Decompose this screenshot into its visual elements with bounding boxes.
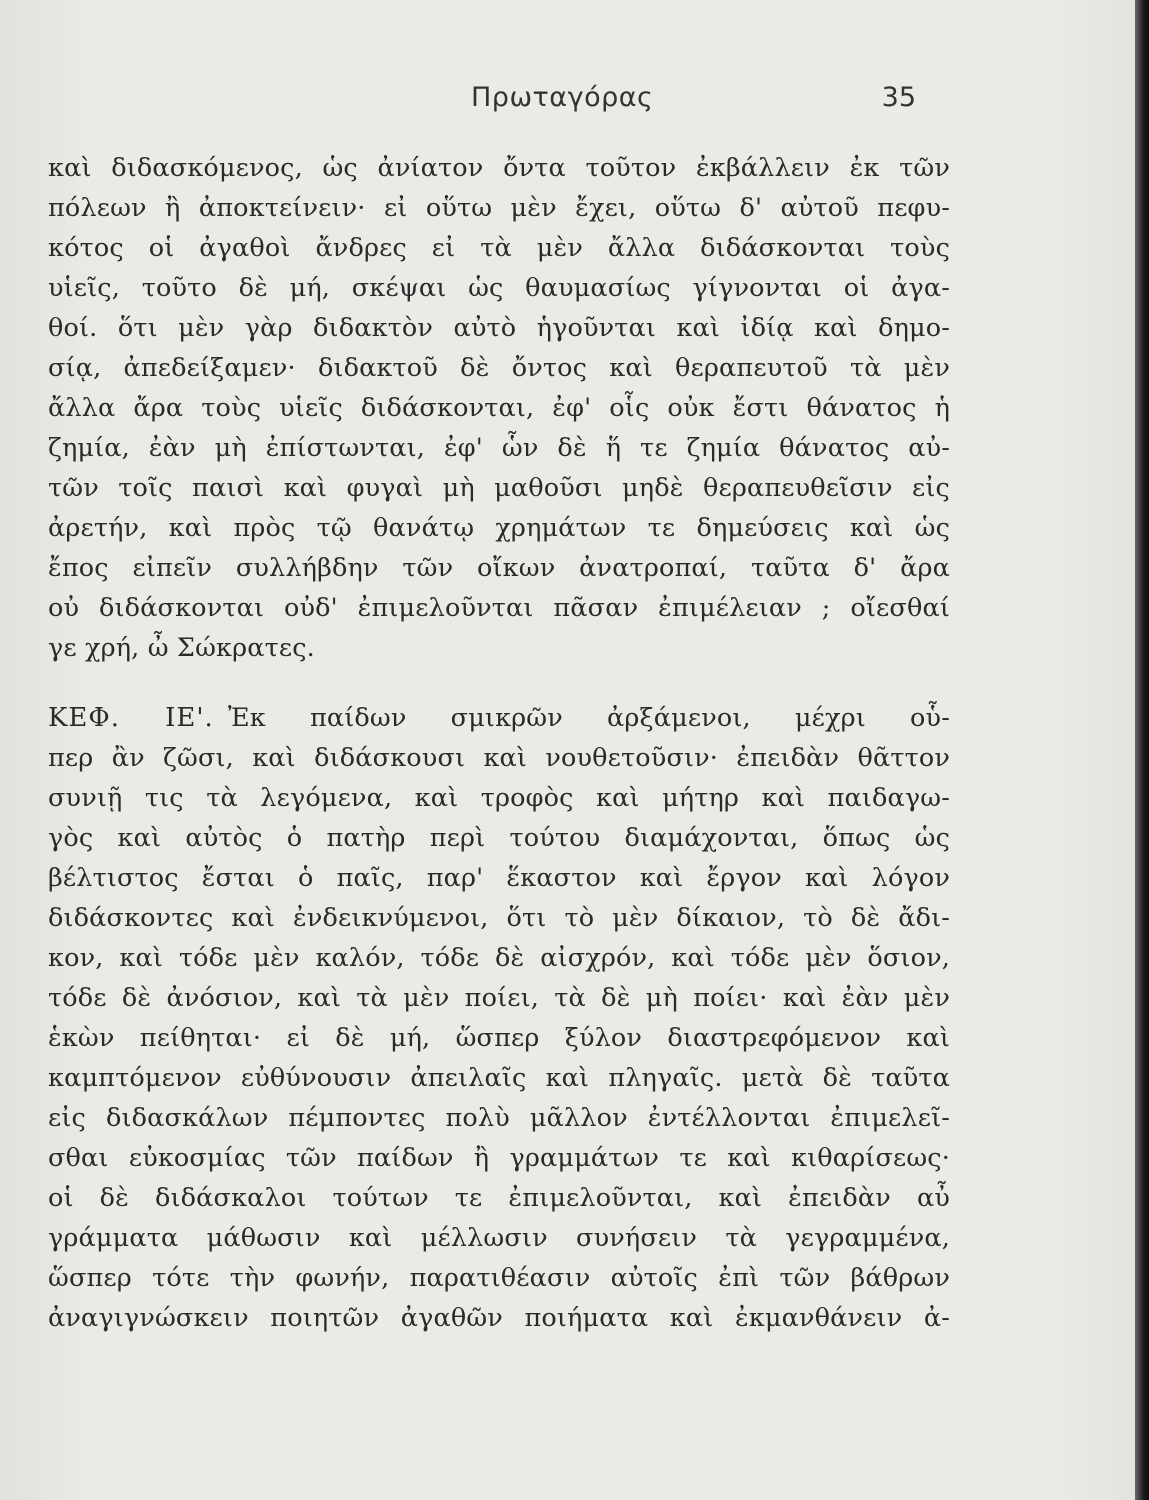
text-line: οἱ δὲ διδάσκαλοι τούτων τε ἐπιμελοῦνται, καὶ ἐπειδὰν αὖ — [48, 1183, 950, 1213]
page-edge-shadow — [1135, 0, 1149, 1500]
text-line: γὸς καὶ αὐτὸς ὁ πατὴρ περὶ τούτου διαμάχονται, ὅπως ὡς — [48, 823, 950, 853]
paragraph-2 — [48, 698, 950, 1338]
page-number: 35 — [881, 82, 916, 113]
text-line: διδάσκοντες καὶ ἐνδεικνύμενοι, ὅτι τὸ μὲν δίκαιον, τὸ δὲ ἄδι- — [48, 903, 950, 933]
text-line: ὥσπερ τότε τὴν φωνήν, παρατιθέασιν αὐτοῖς ἐπὶ τῶν βάθρων — [48, 1263, 950, 1293]
text-line: ἑκὼν πείθηται· εἰ δὲ μή, ὥσπερ ξύλον διαστρεφόμενον καὶ — [48, 1023, 950, 1053]
chapter-first-line — [48, 698, 950, 738]
text-line: γράμματα μάθωσιν καὶ μέλλωσιν συνήσειν τὰ γεγραμμένα, — [48, 1223, 950, 1253]
text-line: οὐ διδάσκονται οὐδ' ἐπιμελοῦνται πᾶσαν ἐπιμέλειαν ; οἴεσθαί — [48, 593, 950, 623]
text-line: ζημία, ἐὰν μὴ ἐπίστωνται, ἐφ' ὧν δὲ ἥ τε ζημία θάνατος αὐ- — [48, 433, 950, 463]
text-line: κον, καὶ τόδε μὲν καλόν, τόδε δὲ αἰσχρόν, καὶ τόδε μὲν ὅσιον, — [48, 943, 950, 973]
text-line: εἰς διδασκάλων πέμποντες πολὺ μᾶλλον ἐντέλλονται ἐπιμελεῖ- — [48, 1103, 950, 1133]
text-line: τῶν τοῖς παισὶ καὶ φυγαὶ μὴ μαθοῦσι μηδὲ θεραπευθεῖσιν εἰς — [48, 473, 950, 503]
text-line: κότος οἱ ἀγαθοὶ ἄνδρες εἰ τὰ μὲν ἄλλα διδάσκονται τοὺς — [48, 233, 950, 263]
text-line: ἄλλα ἄρα τοὺς υἱεῖς διδάσκονται, ἐφ' οἷς οὐκ ἔστι θάνατος ἡ — [48, 393, 950, 423]
running-title: Πρωταγόρας — [471, 82, 654, 113]
text-line: γε χρή, ὦ Σώκρατες. — [48, 633, 315, 663]
text-line: καὶ διδασκόμενος, ὡς ἀνίατον ὄντα τοῦτον ἐκβάλλειν ἐκ τῶν — [48, 153, 950, 183]
chapter-label: ΚΕΦ. ΙΕ'. — [48, 703, 214, 733]
text-line: Ἐκ παίδων σμικρῶν ἀρξάμενοι, μέχρι οὗ- — [227, 703, 950, 733]
text-line: σθαι εὐκοσμίας τῶν παίδων ἢ γραμμάτων τε καὶ κιθαρίσεως· — [48, 1143, 950, 1173]
paragraph-gap — [48, 668, 950, 698]
body-text — [48, 148, 950, 1338]
text-line: υἱεῖς, τοῦτο δὲ μή, σκέψαι ὡς θαυμασίως γίγνονται οἱ ἀγα- — [48, 273, 950, 303]
text-line: θοί. ὅτι μὲν γὰρ διδακτὸν αὐτὸ ἡγοῦνται καὶ ἰδίᾳ καὶ δημο- — [48, 313, 950, 343]
paragraph-1 — [48, 148, 950, 668]
text-line: ἀναγιγνώσκειν ποιητῶν ἀγαθῶν ποιήματα καὶ ἐκμανθάνειν ἀ- — [48, 1303, 950, 1333]
text-line: περ ἂν ζῶσι, καὶ διδάσκουσι καὶ νουθετοῦσιν· ἐπειδὰν θᾶττον — [48, 743, 950, 773]
text-line: συνιῇ τις τὰ λεγόμενα, καὶ τροφὸς καὶ μήτηρ καὶ παιδαγω- — [48, 783, 950, 813]
text-line: ἔπος εἰπεῖν συλλήβδην τῶν οἴκων ἀνατροπαί, ταῦτα δ' ἄρα — [48, 553, 950, 583]
text-line: καμπτόμενον εὐθύνουσιν ἀπειλαῖς καὶ πληγαῖς. μετὰ δὲ ταῦτα — [48, 1063, 950, 1093]
text-line: σίᾳ, ἀπεδείξαμεν· διδακτοῦ δὲ ὄντος καὶ θεραπευτοῦ τὰ μὲν — [48, 353, 950, 383]
text-line: βέλτιστος ἔσται ὁ παῖς, παρ' ἕκαστον καὶ ἔργον καὶ λόγον — [48, 863, 950, 893]
text-line: ἀρετήν, καὶ πρὸς τῷ θανάτῳ χρημάτων τε δημεύσεις καὶ ὡς — [48, 513, 950, 543]
text-line: πόλεων ἢ ἀποκτείνειν· εἰ οὕτω μὲν ἔχει, οὕτω δ' αὐτοῦ πεφυ- — [48, 193, 950, 223]
text-line: τόδε δὲ ἀνόσιον, καὶ τὰ μὲν ποίει, τὰ δὲ μὴ ποίει· καὶ ἐὰν μὲν — [48, 983, 950, 1013]
page-header — [48, 82, 918, 122]
